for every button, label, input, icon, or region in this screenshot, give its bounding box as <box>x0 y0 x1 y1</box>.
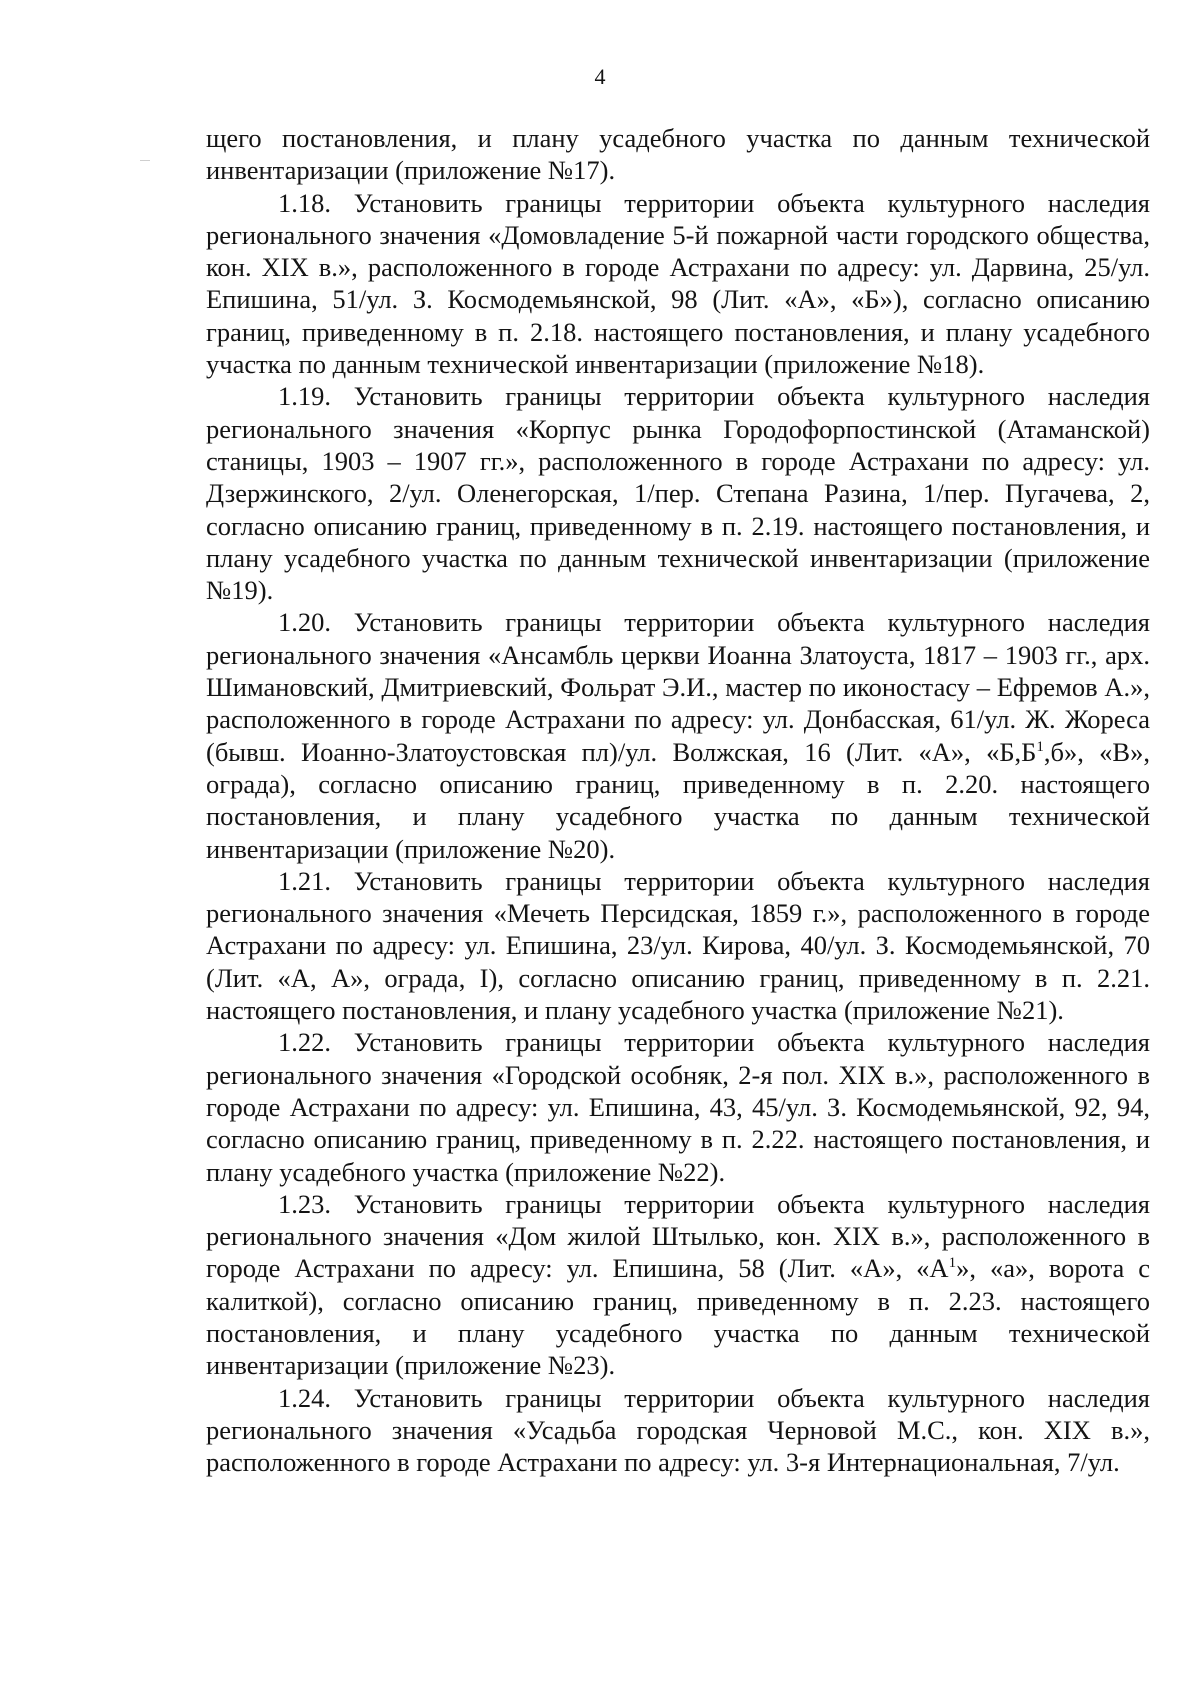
paragraph-1-23-text-end: », «а», ворота с калиткой), согласно описанию границ, приведенному в п. 2.23. настоящего постановления, и плану усадебного участка по данным технической инвентаризации (приложение №23). <box>206 1253 1150 1381</box>
superscript-one: 1 <box>948 1255 957 1272</box>
paragraph-1-20 <box>206 606 1150 864</box>
document-body <box>206 122 1150 1478</box>
paragraph-1-20-text-start: 1.20. Установить границы территории объекта культурного наследия регионального значения «Ансамбль церкви Иоанна Златоуста, 1817 – 1903 гг., арх. Шимановский, Дмитриевский, Фольрат Э.И., мастер по иконостасу – Ефремов А.», расположенного в городе Астрахани по адресу: ул. Донбасская, 61/ул. Ж. Жореса (бывш. Иоанно-Златоустовская пл)/ул. Волжская, 16 (Лит. «А», «Б,Б <box>206 607 1150 767</box>
paragraph-1-20-text-end: ,б», «В», ограда), согласно описанию границ, приведенному в п. 2.20. настоящего постановления, и плану усадебного участка по данным технической инвентаризации (приложение №20). <box>206 736 1150 864</box>
paragraph-1-19: 1.19. Установить границы территории объекта культурного наследия регионального значения «Корпус рынка Городофорпостинской (Атаманской) станицы, 1903 – 1907 гг.», расположенного в городе Астрахани по адресу: ул. Дзержинского, 2/ул. Оленегорская, 1/пер. Степана Разина, 1/пер. Пугачева, 2, согласно описанию границ, приведенному в п. 2.19. настоящего постановления, и плану усадебного участка по данным технической инвентаризации (приложение №19). <box>206 381 1150 606</box>
paragraph-1-18: 1.18. Установить границы территории объекта культурного наследия регионального значения «Домовладение 5-й пожарной части городского общества, кон. XIX в.», расположенного в городе Астрахани по адресу: ул. Дарвина, 25/ул. Епишина, 51/ул. З. Космодемьянской, 98 (Лит. «А», «Б»), согласно описанию границ, приведенному в п. 2.18. настоящего постановления, и плану усадебного участка по данным технической инвентаризации (приложение №18). <box>206 187 1150 380</box>
paragraph-1-23-text-start: 1.23. Установить границы территории объекта культурного наследия регионального значения «Дом жилой Штылько, кон. XIX в.», расположенного в городе Астрахани по адресу: ул. Епишина, 58 (Лит. «А», «А <box>206 1188 1150 1284</box>
paragraph-1-21: 1.21. Установить границы территории объекта культурного наследия регионального значения «Мечеть Персидская, 1859 г.», расположенного в городе Астрахани по адресу: ул. Епишина, 23/ул. Кирова, 40/ул. З. Космодемьянской, 70 (Лит. «А, А», ограда, I), согласно описанию границ, приведенному в п. 2.21. настоящего постановления, и плану усадебного участка (приложение №21). <box>206 865 1150 1026</box>
paragraph-1-22: 1.22. Установить границы территории объекта культурного наследия регионального значения «Городской особняк, 2-я пол. XIX в.», расположенного в городе Астрахани по адресу: ул. Епишина, 43, 45/ул. З. Космодемьянской, 92, 94, согласно описанию границ, приведенному в п. 2.22. настоящего постановления, и плану усадебного участка (приложение №22). <box>206 1027 1150 1187</box>
superscript-one: 1 <box>1036 738 1044 755</box>
paragraph-continuation: щего постановления, и плану усадебного участка по данным технической инвентаризации (приложение №17). <box>206 123 1150 186</box>
paragraph-1-23 <box>206 1188 1150 1382</box>
paragraph-1-24: 1.24. Установить границы территории объекта культурного наследия регионального значения «Усадьба городская Черновой М.С., кон. XIX в.», расположенного в городе Астрахани по адресу: ул. 3-я Интернациональная, 7/ул. <box>206 1382 1150 1478</box>
scan-artifact <box>140 160 150 161</box>
page-number: 4 <box>594 64 606 89</box>
